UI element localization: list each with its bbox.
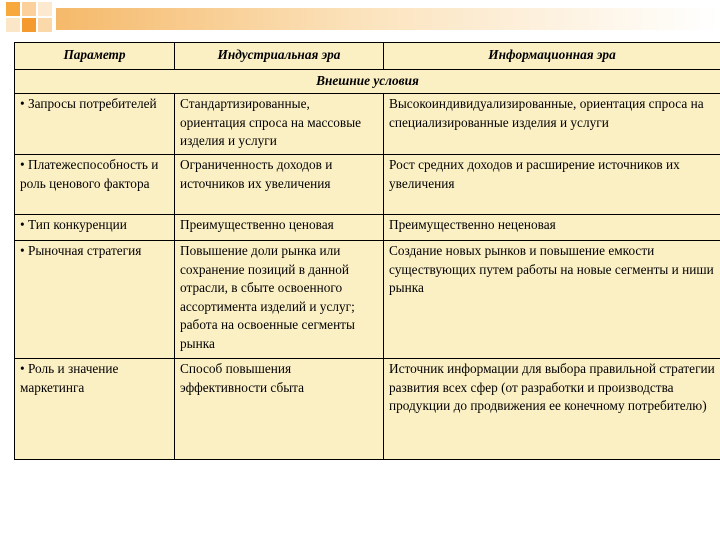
table-row — [15, 215, 720, 241]
table-row — [15, 359, 720, 460]
row-information: Рост средних доходов и расширение источников их увеличения — [384, 155, 720, 215]
decor-square-icon — [22, 2, 36, 16]
header-row — [15, 43, 720, 70]
comparison-table — [14, 42, 720, 460]
table-row — [15, 94, 720, 155]
table-row — [15, 241, 720, 359]
row-parameter: • Запросы потребителей — [15, 94, 175, 155]
decor-square-icon — [6, 2, 20, 16]
row-information: Источник информации для выбора правильной стратегии развития всех сфер (от разработки и производства продукции до продвижения ее конечному потребителю) — [384, 359, 720, 460]
row-parameter: • Рыночная стратегия — [15, 241, 175, 359]
decor-square-icon — [38, 2, 52, 16]
row-industrial: Повышение доли рынка или сохранение позиций в данной отрасли, в сбыте освоенного ассортимента изделий и услуг; работа на освоенные сегменты рынка — [175, 241, 384, 359]
decorative-squares — [0, 0, 720, 40]
section-title: Внешние условия — [15, 70, 720, 94]
header-information-era: Информационная эра — [384, 43, 720, 70]
section-row — [15, 70, 720, 94]
row-information: Высокоиндивидуализированные, ориентация спроса на специализированные изделия и услуги — [384, 94, 720, 155]
header-parameter: Параметр — [15, 43, 175, 70]
header-gradient-bar — [56, 8, 720, 30]
decor-square-icon — [38, 18, 52, 32]
row-industrial: Ограниченность доходов и источников их увеличения — [175, 155, 384, 215]
header-industrial-era: Индустриальная эра — [175, 43, 384, 70]
row-industrial: Преимущественно ценовая — [175, 215, 384, 241]
row-parameter: • Роль и значение маркетинга — [15, 359, 175, 460]
row-industrial: Стандартизированные, ориентация спроса на массовые изделия и услуги — [175, 94, 384, 155]
row-parameter: • Тип конкуренции — [15, 215, 175, 241]
decor-square-icon — [6, 18, 20, 32]
row-information: Создание новых рынков и повышение емкости существующих путем работы на новые сегменты и ниши рынка — [384, 241, 720, 359]
decor-square-icon — [22, 18, 36, 32]
row-parameter: • Платежеспособность и роль ценового фактора — [15, 155, 175, 215]
row-industrial: Способ повышения эффективности сбыта — [175, 359, 384, 460]
row-information: Преимущественно неценовая — [384, 215, 720, 241]
table-row — [15, 155, 720, 215]
